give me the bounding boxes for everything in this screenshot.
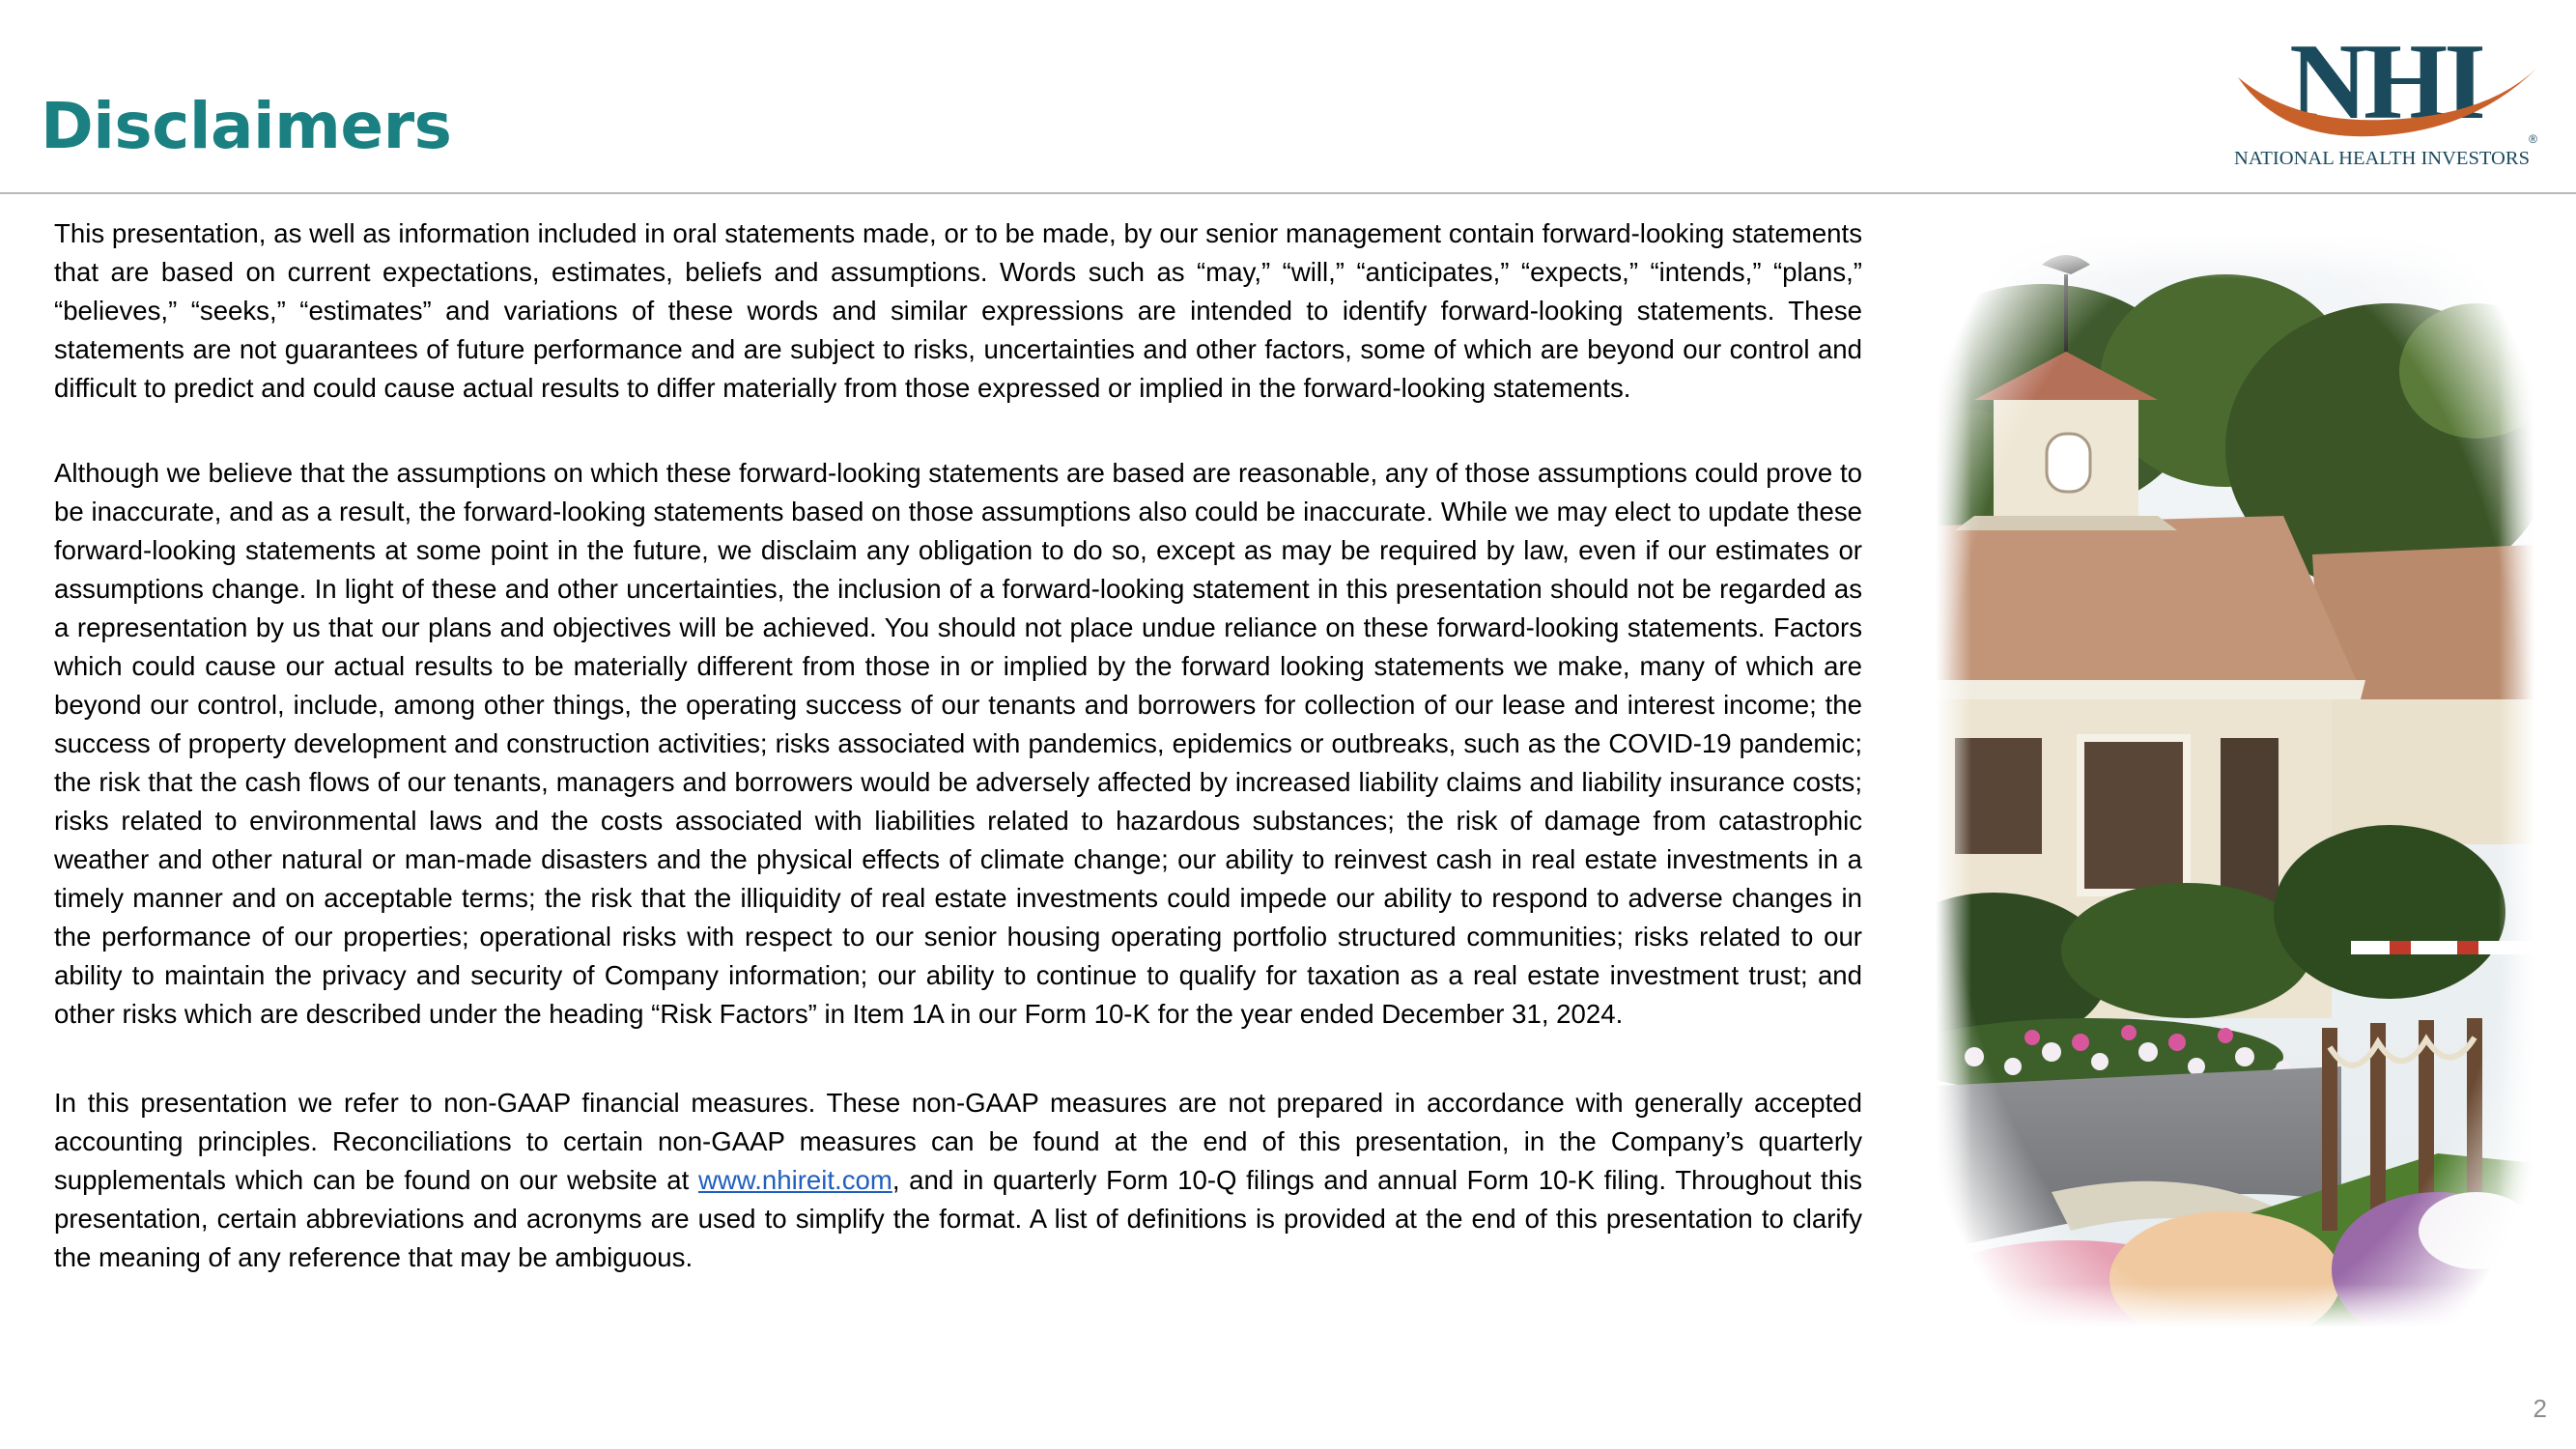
non-gaap-text-end: , and in quarterly Form 10-Q filings and annual Form 10-K filing. Throughout this presentation, certain abbreviations and acronyms are used to simplify the format. A list of definitions is provided at the end of this presentation to clarify the meaning of any reference that may be ambiguous. (54, 1165, 1863, 1272)
logo-tagline: NATIONAL HEALTH INVESTORS (2234, 148, 2530, 169)
non-gaap-text-start: In this presentation we refer to non-GAAP financial measures. These non-GAAP measures are not prepared in accordance with generally accepted accounting principles. Reconciliations to certain non-GAAP measures can be found at the end of this presentation, in the Company’s quarterly supplementals which can be found on our website at (54, 1088, 1862, 1195)
nhi-logo (2226, 29, 2545, 174)
disclaimer-paragraph-forward-looking: This presentation, as well as information included in oral statements made, or to be made, by our senior management contain forward-looking statements that are based on current expectations, estimates, beliefs and assumptions. Words such as “may,” “will,” “anticipates,” “expects,” “intends,” “plans,” “believes,” “seeks,” “estimates” and variations of these words and similar expressions are intended to identify forward-looking statements. These statements are not guarantees of future performance and are subject to risks, uncertainties and other factors, some of which are beyond our control and difficult to predict and could cause actual results to differ materially from those expressed or implied in the forward-looking statements. (54, 218, 1862, 403)
property-photo (1936, 236, 2534, 1327)
page-number: 2 (2533, 1394, 2547, 1423)
disclaimer-paragraph-non-gaap (54, 1084, 1862, 1277)
header-divider (0, 192, 2576, 194)
disclaimer-paragraph-assumptions: Although we believe that the assumptions on which these forward-looking statements are based are reasonable, any of those assumptions could prove to be inaccurate, and as a result, the forward-looking statements based on those assumptions also could be inaccurate. While we may elect to update these forward-looking statements at some point in the future, we disclaim any obligation to do so, except as may be required by law, even if our estimates or assumptions change. In light of these and other uncertainties, the inclusion of a forward-looking statement in this presentation should not be regarded as a representation by us that our plans and objectives will be achieved. You should not place undue reliance on these forward-looking statements. Factors which could cause our actual results to be materially different from those in or implied by the forward looking statements we make, many of which are beyond our control, include, among other things, the operating success of our tenants and borrowers for collection of our lease and interest income; the success of property development and construction activities; risks associated with pandemics, epidemics or outbreaks, such as the COVID-19 pandemic; the risk that the cash flows of our tenants, managers and borrowers would be adversely affected by increased liability claims and liability insurance costs; risks related to environmental laws and the costs associated with liabilities related to hazardous substances; the risk of damage from catastrophic weather and other natural or man-made disasters and the physical effects of climate change; our ability to reinvest cash in real estate investments in a timely manner and on acceptable terms; the risk that the illiquidity of real estate investments could impede our ability to respond to adverse changes in the performance of our properties; operational risks with respect to our senior housing operating portfolio structured communities; risks related to our ability to maintain the privacy and security of Company information; our ability to continue to qualify for taxation as a real estate investment trust; and other risks which are described under the heading “Risk Factors” in Item 1A in our Form 10-K for the year ended December 31, 2024. (54, 458, 1862, 1029)
logo-letters: NHI (2289, 29, 2482, 142)
disclaimer-text (54, 214, 1862, 1277)
page-title: Disclaimers (41, 89, 452, 163)
logo-registered-mark: ® (2529, 132, 2537, 146)
website-link[interactable]: www.nhireit.com (697, 1165, 892, 1195)
